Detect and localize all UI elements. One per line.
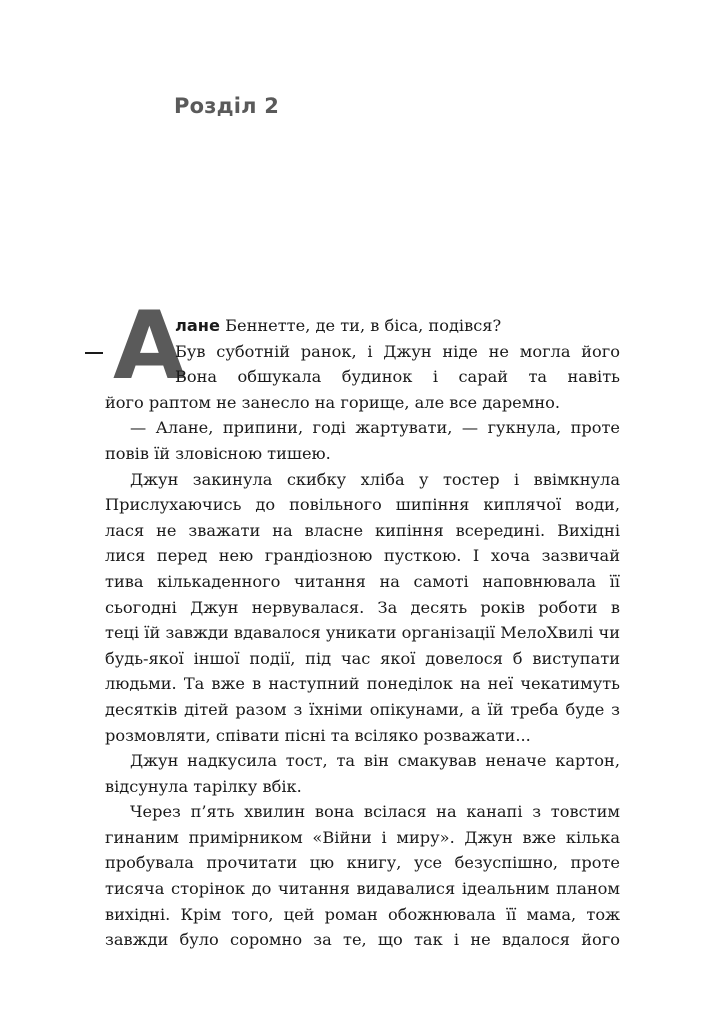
text-line: десятків дітей разом з їхніми опікунами, а їй треба буде з	[105, 699, 620, 719]
drop-cap: А	[113, 292, 186, 401]
text-line: вихідні. Крім того, цей роман обожнювала її мама, тож	[105, 904, 620, 924]
text-line: лася не зважати на власне кипіння всередині. Вихідні	[105, 520, 620, 540]
chapter-title: Розділ 2	[174, 94, 280, 118]
text-line: пробувала прочитати цю книгу, усе безуспішно, проте	[105, 853, 620, 873]
text-line: теці їй завжди вдавалося уникати організації МелоХвилі чи	[105, 623, 620, 643]
text-line: розмовляти, співати пісні та всіляко розважати...	[105, 725, 531, 745]
text-line: гинаним примірником «Війни і миру». Джун вже кілька	[105, 827, 620, 847]
text-line: Прислухаючись до повільного шипіння киплячої води,	[105, 495, 620, 515]
text-line: Вона обшукала будинок і сарай та навіть	[175, 367, 620, 387]
text-line: сьогодні Джун нервувалася. За десять років роботи в	[105, 597, 620, 617]
text-line: Через п’ять хвилин вона всілася на канапі з товстим	[130, 802, 620, 822]
first-line-rest: Беннетте, де ти, в біса, подівся?	[219, 316, 502, 335]
text-line: відсунула тарілку вбік.	[105, 776, 302, 796]
text-line: будь-якої іншої події, під час якої довелося б виступати	[105, 648, 620, 668]
text-line: Був суботній ранок, і Джун ніде не могла його	[175, 341, 620, 361]
text-line: завжди було соромно за те, що так і не вдалося його	[105, 930, 620, 950]
text-line: — Алане, припини, годі жартувати, — гукнула, проте	[130, 418, 620, 438]
text-line: людьми. Та вже в наступний понеділок на неї чекатимуть	[105, 674, 620, 694]
text-line: тисяча сторінок до читання видавалися ідеальним планом	[105, 879, 620, 899]
dialogue-dash	[85, 352, 103, 354]
first-word: лане	[175, 316, 220, 335]
text-line: тива кількаденного читання на самоті наповнювала її	[105, 571, 620, 591]
body-text	[105, 313, 620, 953]
text-line	[105, 313, 620, 339]
text-line: його раптом не занесло на горище, але все даремно.	[105, 392, 561, 412]
text-line: Джун закинула скибку хліба у тостер і ввімкнула	[130, 469, 620, 489]
text-line: Джун надкусила тост, та він смакував неначе картон,	[130, 751, 620, 771]
text-line: лися перед нею грандіозною пусткою. І хоча зазвичай	[105, 546, 620, 566]
text-line: повів їй зловісною тишею.	[105, 443, 331, 463]
